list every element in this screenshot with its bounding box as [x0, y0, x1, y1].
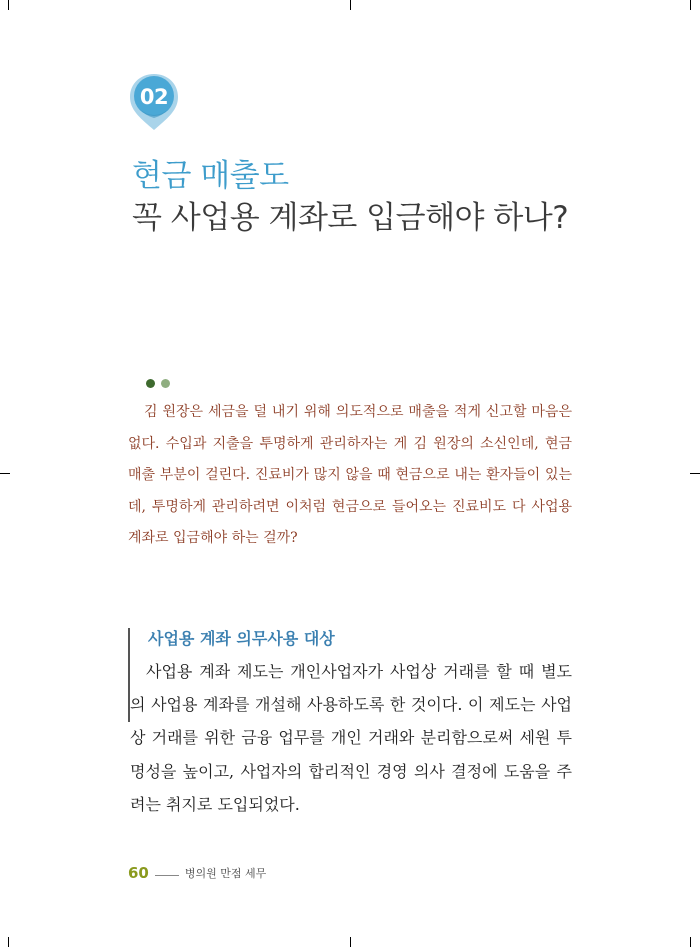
- crop-mark: [8, 0, 9, 10]
- footer-divider: [155, 875, 179, 876]
- intro-text: 김 원장은 세금을 덜 내기 위해 의도적으로 매출을 적게 신고할 마음은 없다. 수입과 지출을 투명하게 관리하자는 게 김 원장의 소신인데, 현금 매출 부분이 걸린다. 진료비가 많지 않을 때 현금으로 내는 환자들이 있는데, 투명하게 관리하려면 이처럼 현금으로 들어오는 진료비도 다 사업용 계좌로 입금해야 하는 걸까?: [128, 404, 572, 546]
- book-title: 병의원 만점 세무: [184, 866, 267, 880]
- page-number: 60: [128, 863, 149, 882]
- chapter-title-line1: 현금 매출도: [132, 158, 289, 194]
- dot-light-icon: [161, 379, 170, 388]
- crop-mark: [690, 937, 691, 947]
- chapter-title-line2: 꼭 사업용 계좌로 입금해야 하나?: [132, 200, 569, 236]
- crop-mark: [350, 937, 351, 947]
- chapter-badge: [128, 72, 184, 132]
- section-title: 사업용 계좌 의무사용 대상: [148, 629, 335, 648]
- crop-mark: [690, 0, 691, 10]
- crop-mark: [8, 937, 9, 947]
- crop-mark: [690, 473, 700, 474]
- page-footer: [128, 862, 266, 882]
- body-text: 사업용 계좌 제도는 개인사업자가 사업상 거래를 할 때 별도의 사업용 계좌를 개설해 사용하도록 한 것이다. 이 제도는 사업상 거래를 위한 금융 업무를 개인 거래와 분리함으로써 세원 투명성을 높이고, 사업자의 합리적인 경영 의사 결정에 도움을 주려는 취지로 도입되었다.: [130, 662, 572, 814]
- body-paragraph: [130, 655, 572, 821]
- crop-mark: [0, 473, 10, 474]
- dot-dark-icon: [146, 379, 155, 388]
- chapter-number: 02: [139, 85, 169, 109]
- intro-paragraph: [128, 397, 572, 555]
- crop-mark: [350, 0, 351, 10]
